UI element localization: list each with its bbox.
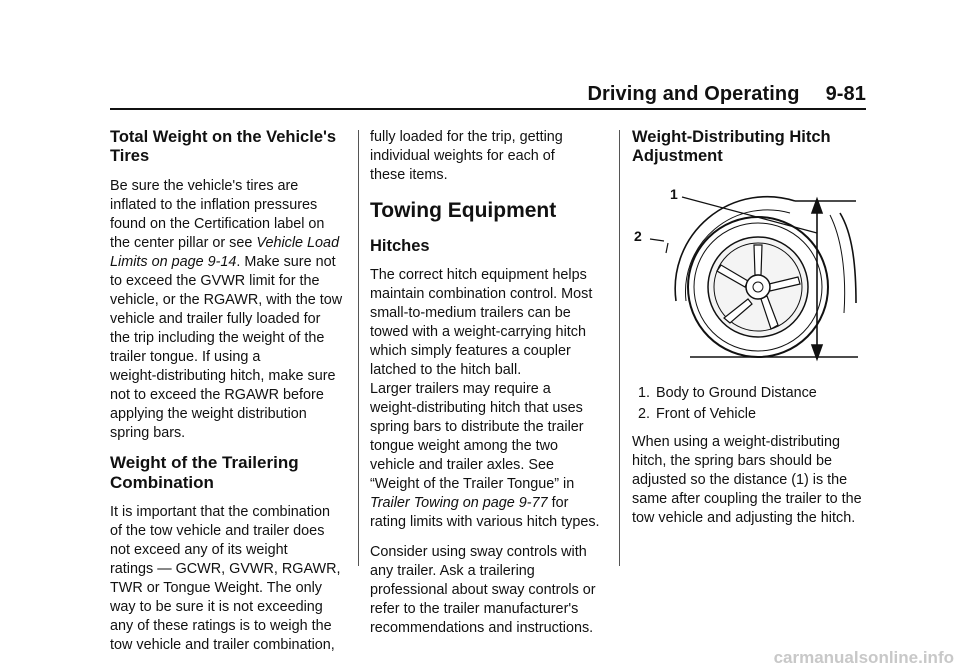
text-line: fully loaded for the trip, getting xyxy=(370,129,563,145)
text-line: spring bars to distribute the trailer xyxy=(370,419,584,435)
paragraph-continued xyxy=(370,128,614,185)
text-line: adjusted so the distance (1) is the xyxy=(632,472,848,488)
cross-reference: Trailer Towing on page 9-77 xyxy=(370,495,548,511)
tire xyxy=(688,217,828,357)
text-line: these items. xyxy=(370,167,448,183)
text-line: maintain combination control. Most xyxy=(370,286,593,302)
paragraph-tires xyxy=(110,177,350,443)
text-line: applying the weight distribution xyxy=(110,406,307,422)
text-line: not exceed any of its weight xyxy=(110,542,288,558)
text-line: “Weight of the Trailer Tongue” in xyxy=(370,476,575,492)
text-line: not to exceed the RGAWR before xyxy=(110,387,324,403)
heading-trailering-combination xyxy=(110,453,350,493)
column-3-text xyxy=(632,384,868,528)
column-2 xyxy=(370,128,614,638)
text-line: vehicle, or the RGAWR, with the tow xyxy=(110,292,343,308)
text-line: hitch, the spring bars should be xyxy=(632,453,832,469)
text-line: . Make sure not xyxy=(236,254,336,270)
text-line: the center pillar or see xyxy=(110,235,257,251)
text-line: which simply features a coupler xyxy=(370,343,571,359)
text-line: way to be sure it is not exceeding xyxy=(110,599,323,615)
text-line: Be sure the vehicle's tires are xyxy=(110,178,299,194)
text-line: for xyxy=(547,495,569,511)
text-line: When using a weight-distributing xyxy=(632,434,840,450)
paragraph-hitch-equipment xyxy=(370,266,614,380)
text-line: tongue weight among the two xyxy=(370,438,559,454)
caption-number: 2. xyxy=(637,406,650,422)
page-header xyxy=(110,80,866,106)
cross-reference: Vehicle Load xyxy=(256,235,340,251)
text-line: The correct hitch equipment helps xyxy=(370,267,587,283)
text-line: vehicle and trailer axles. See xyxy=(370,457,554,473)
leader-line-2b xyxy=(666,243,668,253)
text-line: refer to the trailer manufacturer's xyxy=(370,601,579,617)
paragraph-larger-trailers xyxy=(370,380,614,532)
text-line: towed with a weight-carrying hitch xyxy=(370,324,586,340)
text-line: inflated to the inflation pressures xyxy=(110,197,318,213)
paragraph-sway-controls xyxy=(370,543,614,638)
text-line: rating limits with various hitch types. xyxy=(370,514,600,530)
body-edge-inner xyxy=(830,215,845,313)
text-line: any trailer. Ask a trailering xyxy=(370,563,535,579)
text-line: Larger trailers may require a xyxy=(370,381,551,397)
caption-text: Body to Ground Distance xyxy=(656,385,817,401)
column-divider-1 xyxy=(358,130,359,566)
text-line: found on the Certification label on xyxy=(110,216,325,232)
text-line: tow vehicle and trailer combination, xyxy=(110,637,335,653)
text-line: It is important that the combination xyxy=(110,504,330,520)
text-line: recommendations and instructions. xyxy=(370,620,594,636)
heading-line: Tires xyxy=(110,147,150,165)
text-line: the trip including the weight of the xyxy=(110,330,325,346)
text-line: latched to the hitch ball. xyxy=(370,362,522,378)
text-line: spring bars. xyxy=(110,425,186,441)
heading-towing-equipment: Towing Equipment xyxy=(370,199,557,222)
heading-total-weight xyxy=(110,128,350,166)
heading-line: Combination xyxy=(110,473,214,492)
column-1 xyxy=(110,128,350,655)
text-line: ratings — GCWR, GVWR, RGAWR, xyxy=(110,561,341,577)
heading-hitch-adjustment xyxy=(632,128,868,166)
column-divider-2 xyxy=(619,130,620,566)
text-line: same after coupling the trailer to the xyxy=(632,491,862,507)
text-line: TWR or Tongue Weight. The only xyxy=(110,580,322,596)
text-line: Consider using sway controls with xyxy=(370,544,587,560)
cross-reference: Limits on page 9-14 xyxy=(110,254,237,270)
page-number: 9-81 xyxy=(825,83,866,105)
heading-line: Total Weight on the Vehicle's xyxy=(110,128,337,146)
text-line: to exceed the GVWR limit for the xyxy=(110,273,320,289)
text-line: trailer tongue. If using a xyxy=(110,349,261,365)
section-title: Driving and Operating xyxy=(587,83,800,105)
text-line: vehicle and trailer fully loaded for xyxy=(110,311,321,327)
text-line: small-to-medium trailers can be xyxy=(370,305,571,321)
text-line: tow vehicle and adjusting the hitch. xyxy=(632,510,856,526)
callout-1: 1 xyxy=(670,186,678,202)
text-line: any of these ratings is to weigh the xyxy=(110,618,332,634)
heading-line: Adjustment xyxy=(632,147,723,165)
text-line: of the tow vehicle and trailer does xyxy=(110,523,325,539)
text-line: weight-distributing hitch, make sure xyxy=(110,368,336,384)
callout-2: 2 xyxy=(634,228,642,244)
paragraph-adjustment xyxy=(632,433,868,528)
heading-line: Weight of the Trailering xyxy=(110,453,299,472)
caption-text: Front of Vehicle xyxy=(656,406,756,422)
leader-line-2 xyxy=(650,239,664,241)
caption-1 xyxy=(632,384,868,403)
heading-line: Weight-Distributing Hitch xyxy=(632,128,831,146)
tire-distance-illustration xyxy=(630,183,862,373)
caption-2 xyxy=(632,405,868,424)
caption-number: 1. xyxy=(637,385,650,401)
heading-hitches: Hitches xyxy=(370,237,430,255)
paragraph-combination xyxy=(110,503,350,655)
text-line: individual weights for each of xyxy=(370,148,555,164)
watermark: carmanualsonline.info xyxy=(773,648,954,667)
column-3 xyxy=(632,128,868,166)
text-line: weight-distributing hitch that uses xyxy=(370,400,583,416)
header-rule xyxy=(110,108,866,110)
text-line: professional about sway controls or xyxy=(370,582,596,598)
